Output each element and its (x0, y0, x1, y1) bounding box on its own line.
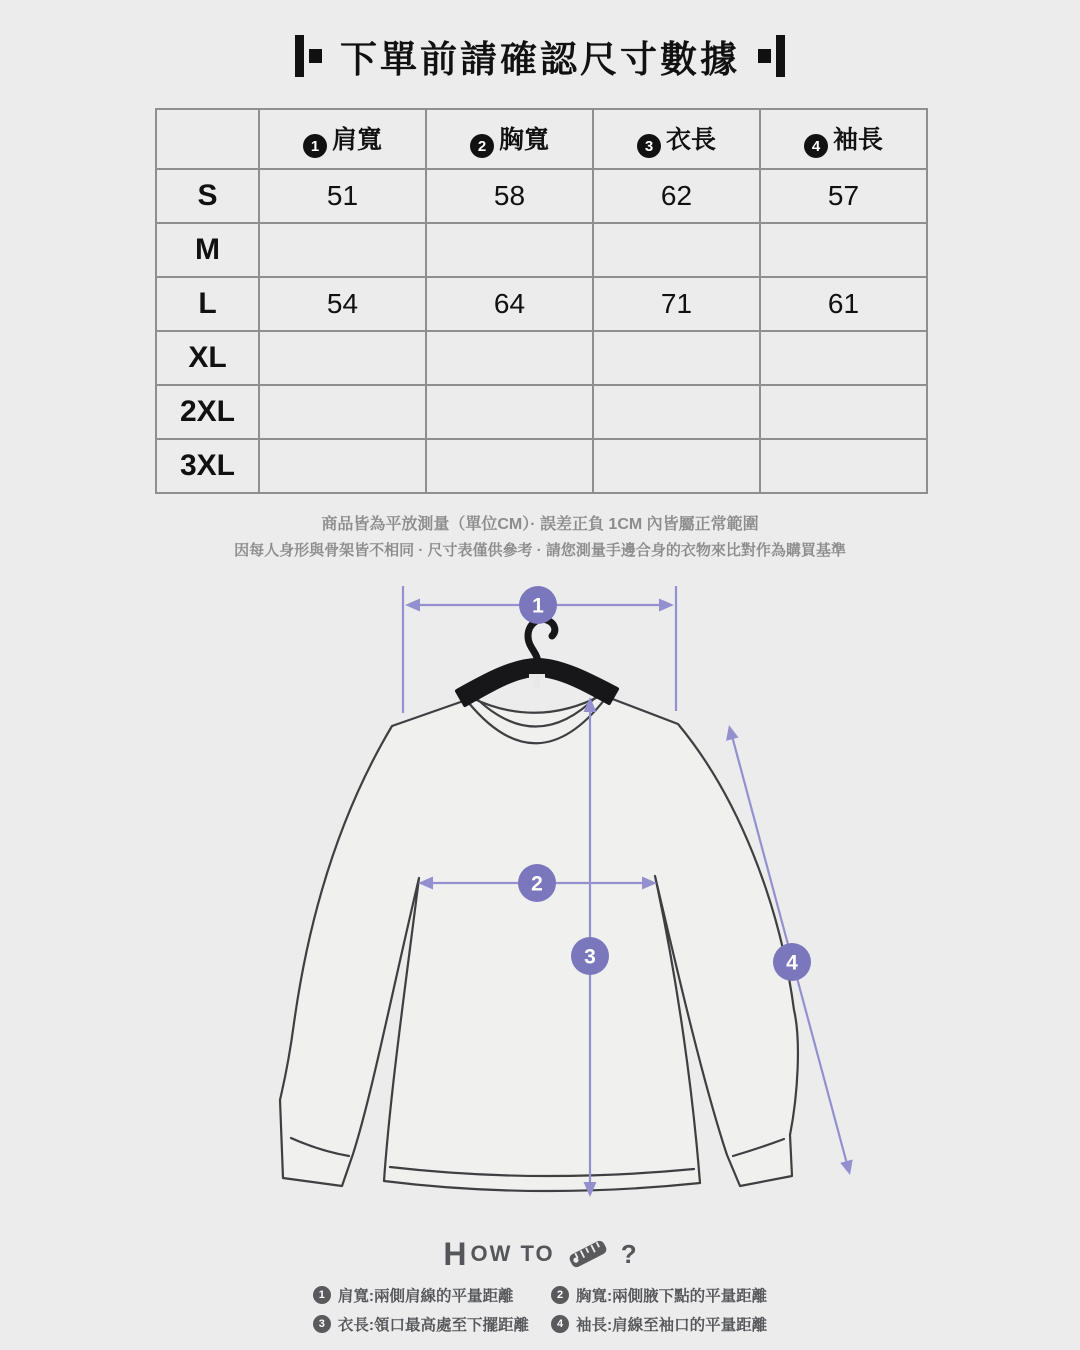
item-badge-4: 4 (551, 1315, 569, 1333)
size-cell: 58 (426, 169, 593, 223)
size-cell (760, 439, 927, 493)
size-cell: 61 (760, 277, 927, 331)
howto-heading (0, 1232, 1080, 1276)
size-cell: 54 (259, 277, 426, 331)
item-badge-3: 3 (313, 1315, 331, 1333)
howto-item-shoulder (313, 1284, 529, 1306)
size-cell (760, 331, 927, 385)
col-label: 衣長 (665, 125, 716, 154)
size-label-2xl: 2XL (156, 385, 259, 439)
table-row (156, 385, 927, 439)
badge-4: 4 (786, 951, 798, 975)
table-row (156, 439, 927, 493)
garment-measure-diagram (220, 578, 860, 1222)
table-row (156, 169, 927, 223)
badge-2: 2 (531, 872, 543, 896)
table-row (156, 331, 927, 385)
item-text: 肩寬:兩側肩線的平量距離 (337, 1288, 514, 1305)
howto-item-sleeve (551, 1313, 767, 1335)
column-header-sleeve (760, 109, 927, 169)
item-badge-1: 1 (313, 1286, 331, 1304)
item-text: 袖長:肩線至袖口的平量距離 (576, 1317, 768, 1334)
col-badge-4: 4 (804, 134, 828, 158)
size-cell: 51 (259, 169, 426, 223)
size-cell (426, 385, 593, 439)
size-label-s: S (156, 169, 259, 223)
size-table (155, 108, 928, 494)
col-badge-1: 1 (303, 134, 327, 158)
table-row (156, 223, 927, 277)
size-cell (593, 331, 760, 385)
size-cell (426, 223, 593, 277)
table-row (156, 277, 927, 331)
measurement-notes (0, 512, 1080, 564)
howto-item-length (313, 1313, 529, 1335)
column-header-length (593, 109, 760, 169)
size-label-m: M (156, 223, 259, 277)
page-title: 下單前請確認尺寸數據 (340, 39, 740, 80)
page-title-row (0, 28, 1080, 84)
col-badge-3: 3 (637, 134, 661, 158)
size-cell: 62 (593, 169, 760, 223)
item-text: 衣長:領口最高處至下擺距離 (337, 1317, 529, 1334)
size-label-xl: XL (156, 331, 259, 385)
garment-outline (280, 695, 798, 1191)
note-line-1: 商品皆為平放測量（單位CM）· 誤差正負 1CM 內皆屬正常範圍 (321, 516, 759, 533)
col-label: 肩寬 (331, 125, 382, 154)
howto-lead: H (443, 1236, 467, 1272)
item-badge-2: 2 (551, 1286, 569, 1304)
column-header-chest (426, 109, 593, 169)
col-badge-2: 2 (470, 134, 494, 158)
table-corner-cell (156, 109, 259, 169)
size-cell (593, 223, 760, 277)
size-cell (426, 439, 593, 493)
item-text: 胸寬:兩側腋下點的平量距離 (576, 1288, 768, 1305)
size-cell (760, 223, 927, 277)
title-left-bracket-icon (295, 34, 322, 78)
size-cell: 57 (760, 169, 927, 223)
size-cell (259, 385, 426, 439)
badge-3: 3 (584, 945, 596, 969)
size-cell (426, 331, 593, 385)
howto-question-mark: ? (620, 1239, 637, 1269)
size-cell: 71 (593, 277, 760, 331)
howto-rest: OW TO (470, 1241, 555, 1266)
size-cell (259, 439, 426, 493)
howto-items (0, 1284, 1080, 1335)
ruler-icon (565, 1235, 611, 1273)
note-line-2: 因每人身形與骨架皆不相同 · 尺寸表僅供參考 · 請您測量手邊合身的衣物來比對作為購買基準 (234, 542, 846, 559)
col-label: 袖長 (832, 125, 883, 154)
col-label: 胸寬 (498, 125, 549, 154)
size-cell (593, 385, 760, 439)
size-cell (760, 385, 927, 439)
howto-item-chest (551, 1284, 767, 1306)
size-cell (259, 331, 426, 385)
hanger-icon (457, 619, 617, 705)
title-right-bracket-icon (758, 34, 785, 78)
column-header-shoulder (259, 109, 426, 169)
badge-1: 1 (532, 594, 544, 618)
table-header-row (156, 109, 927, 169)
size-cell: 64 (426, 277, 593, 331)
size-label-3xl: 3XL (156, 439, 259, 493)
size-label-l: L (156, 277, 259, 331)
size-cell (593, 439, 760, 493)
size-cell (259, 223, 426, 277)
